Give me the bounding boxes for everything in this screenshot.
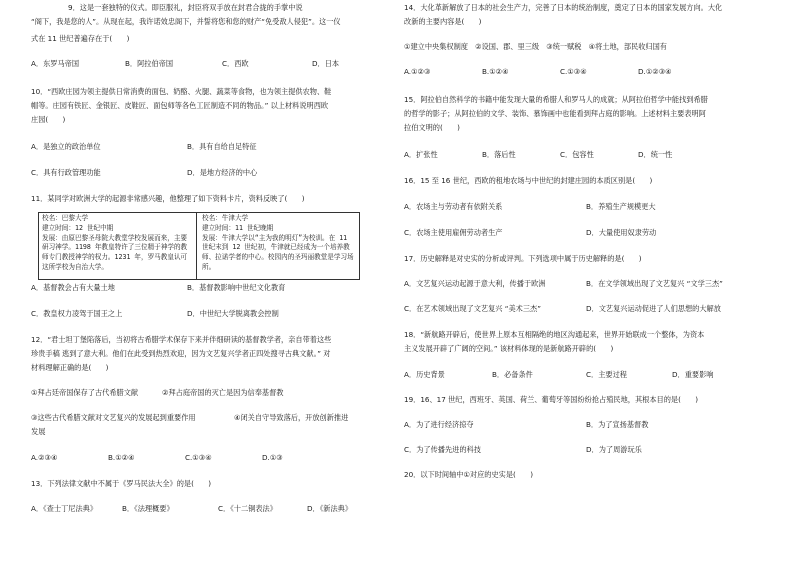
q18-option-c[interactable]: C．主要过程 (586, 370, 627, 379)
q18-stem-1: 18．“新航路开辟后，使世界上原本互相隔绝的地区沟通起来，世界开始联成一个整体，为资本 (404, 330, 705, 339)
q14-items: ①建立中央集权制度 ②设国、郡、里三级 ③统一赋税 ④将土地，部民收归国有 (404, 42, 667, 51)
q12-stem-2: 珍贵手稿 逃到了意大利。他们在此受到热烈欢迎，因为文艺复兴学者正四处搜寻古典文献。” 对 (31, 349, 331, 358)
q15-option-b[interactable]: B．落后性 (482, 150, 516, 159)
card-a-time: 建立时间：12 世纪中期 (42, 223, 114, 232)
card-b-dev: 发展：牛津大学以“主为我的明灯”为校训。在 11 世纪末到 12 世纪初，牛津就已经成为一个培养教师、拉诺学者的中心。校园内的圣玛丽教堂是学习场所。 (202, 233, 354, 271)
q9-stem-3: 式在 11 世纪普遍存在于( ) (31, 34, 130, 43)
q12-option-a[interactable]: A.②③④ (31, 453, 58, 462)
q17-stem: 17．历史解释是对史实的分析或评判。下列选项中属于历史解释的是( ) (404, 254, 642, 263)
q10-option-c[interactable]: C．具有行政管理功能 (31, 168, 101, 177)
q15-option-a[interactable]: A．扩张性 (404, 150, 438, 159)
q14-option-c[interactable]: C.①③④ (560, 67, 587, 76)
q13-option-d[interactable]: D．《新法典》 (307, 504, 353, 513)
q16-option-a[interactable]: A．农场主与劳动者有依附关系 (404, 202, 503, 211)
q17-option-d[interactable]: D．文艺复兴运动促进了人们思想的大解放 (586, 304, 721, 313)
q16-option-c[interactable]: C．农场主使用雇佣劳动者生产 (404, 228, 503, 237)
q9-stem-1: 9．这是一套独特的仪式。即臣服礼，封臣将双手放在封君合拢的手掌中说 (68, 3, 303, 12)
q12-item-3: ③这些古代希腊文献对文艺复兴的发展起到重要作用 (31, 413, 196, 422)
q9-option-c[interactable]: C．西欧 (222, 59, 249, 68)
q12-stem-1: 12．“君士坦丁堡陷落后，当初将古希腊学术保存下来并伴细研读的基督教学者，亲自带着这些 (31, 335, 332, 344)
q19-option-c[interactable]: C．为了传播先进的科技 (404, 445, 481, 454)
q15-stem-1: 15．阿拉伯自然科学的书籍中能发现大量的希腊人和罗马人的成就；从阿拉伯哲学中能找到希腊 (404, 95, 708, 104)
q9-option-a[interactable]: A．东罗马帝国 (31, 59, 80, 68)
q9-option-d[interactable]: D．日本 (312, 59, 340, 68)
q12-option-b[interactable]: B.①②④ (108, 453, 135, 462)
q17-option-a[interactable]: A．文艺复兴运动起源于意大利，传播于欧洲 (404, 279, 546, 288)
q11-option-b[interactable]: B．基督教影响中世纪文化教育 (187, 283, 286, 292)
card-b-name: 校名：牛津大学 (202, 214, 249, 222)
q11-option-c[interactable]: C．教皇权力凌驾于国王之上 (31, 309, 123, 318)
q10-stem-1: 10．“西欧庄园为领主提供日常消费的面包、奶酪、火腿、蔬菜等食物，也为领主提供农物、鞋 (31, 87, 332, 96)
q9-option-b[interactable]: B．阿拉伯帝国 (125, 59, 174, 68)
q12-stem-end: 发展 (31, 427, 46, 436)
q11-option-d[interactable]: D．中世纪大学脱离教会控制 (187, 309, 279, 318)
q15-option-c[interactable]: C．包容性 (560, 150, 594, 159)
q16-stem: 16．15 至 16 世纪，西欧的租地农场与中世纪的封建庄园的本质区别是( ) (404, 176, 653, 185)
card-a-name: 校名：巴黎大学 (42, 214, 89, 222)
q20-stem: 20．以下时间轴中①对应的史实是( ) (404, 470, 534, 479)
university-cards (38, 212, 360, 280)
q10-option-b[interactable]: B．具有自给自足特征 (187, 142, 257, 151)
q12-stem-3: 材料理解正确的是( ) (31, 363, 109, 372)
q12-item-1: ①拜占廷帝国保存了古代希腊文献 (31, 388, 139, 397)
q14-option-d[interactable]: D.①②③④ (638, 67, 672, 76)
q15-stem-2: 的哲学的影子；从阿拉伯的文学、装饰、慕饰画中也能看到拜占庭的影响。上述材料主要表明阿 (404, 109, 706, 118)
q14-stem-2: 改新的主要内容是( ) (404, 17, 482, 26)
q11-option-a[interactable]: A．基督教会占有大量土地 (31, 283, 115, 292)
q12-item-4: ④闭关自守导致落后，开放创新推进 (234, 413, 349, 422)
q19-stem: 19．16、17 世纪，西班牙、英国、荷兰、葡萄牙等国纷纷抢占殖民地，其根本目的是( ) (404, 395, 699, 404)
q14-stem-1: 14．大化革新解放了日本的社会生产力，完善了日本的统治制度，奠定了日本的国家发展方向。大化 (404, 3, 723, 12)
card-a-dev: 发展：由原巴黎圣母院大教堂学校发展而来，主要研习神学。1198 年教皇特许了三位精于神学的教师专门教授神学的权力。1231 年，罗马教皇认可这所学校为自治大学。 (42, 233, 188, 271)
q13-option-b[interactable]: B．《法理概要》 (122, 504, 174, 513)
q13-option-c[interactable]: C．《十二铜表法》 (218, 504, 277, 513)
q15-stem-3: 拉伯文明的( ) (404, 123, 460, 132)
q12-option-c[interactable]: C.①③④ (185, 453, 212, 462)
q18-option-d[interactable]: D．重要影响 (672, 370, 714, 379)
q13-option-a[interactable]: A．《查士丁尼法典》 (31, 504, 98, 513)
q17-option-c[interactable]: C．在艺术领域出现了文艺复兴 “美术三杰” (404, 304, 541, 313)
q16-option-b[interactable]: B．养殖生产规模更大 (586, 202, 656, 211)
q19-option-b[interactable]: B．为了宣扬基督教 (586, 420, 649, 429)
q19-option-a[interactable]: A．为了进行经济掠夺 (404, 420, 474, 429)
q10-stem-2: 帽等。庄园有铁匠、金银匠、皮鞋匠、面包师等各色工匠制造不同的物品。” 以上材料说明西欧 (31, 101, 329, 110)
q16-option-d[interactable]: D．大量使用奴隶劳动 (586, 228, 657, 237)
card-oxford-university (199, 213, 357, 279)
q15-option-d[interactable]: D．统一性 (638, 150, 673, 159)
q10-option-d[interactable]: D．是地方经济的中心 (187, 168, 258, 177)
q18-option-b[interactable]: B．必备条件 (492, 370, 533, 379)
q12-item-2: ②拜占庭帝国的灭亡是因为信奉基督教 (162, 388, 284, 397)
q14-option-a[interactable]: A.①②③ (404, 67, 431, 76)
q12-option-d[interactable]: D.①③ (262, 453, 283, 462)
card-b-time: 建立时间：11 世纪晚期 (202, 223, 274, 232)
q18-stem-2: 主义发展开辟了广阔的空间。” 该材料体现的是新航路开辟的( ) (404, 344, 614, 353)
q9-stem-2: “阁下，我是您的人”。从现在起，我许诺效忠阁下，并誓将您和您的财产“免受敌人侵犯”。这一仪 (31, 17, 341, 26)
q19-option-d[interactable]: D．为了周游玩乐 (586, 445, 642, 454)
q10-option-a[interactable]: A．是独立的政治单位 (31, 142, 101, 151)
q11-stem: 11．某同学对欧洲大学的起源非常感兴趣，他整理了如下资料卡片，资料反映了( ) (31, 194, 305, 203)
q17-option-b[interactable]: B．在文学领域出现了文艺复兴 “文学三杰” (586, 279, 723, 288)
q10-stem-3: 庄园( ) (31, 115, 66, 124)
q18-option-a[interactable]: A．历史背景 (404, 370, 445, 379)
q14-option-b[interactable]: B.①②④ (482, 67, 509, 76)
q13-stem: 13．下列法律文献中不属于《罗马民法大全》的是( ) (31, 479, 212, 488)
card-paris-university (39, 213, 197, 279)
